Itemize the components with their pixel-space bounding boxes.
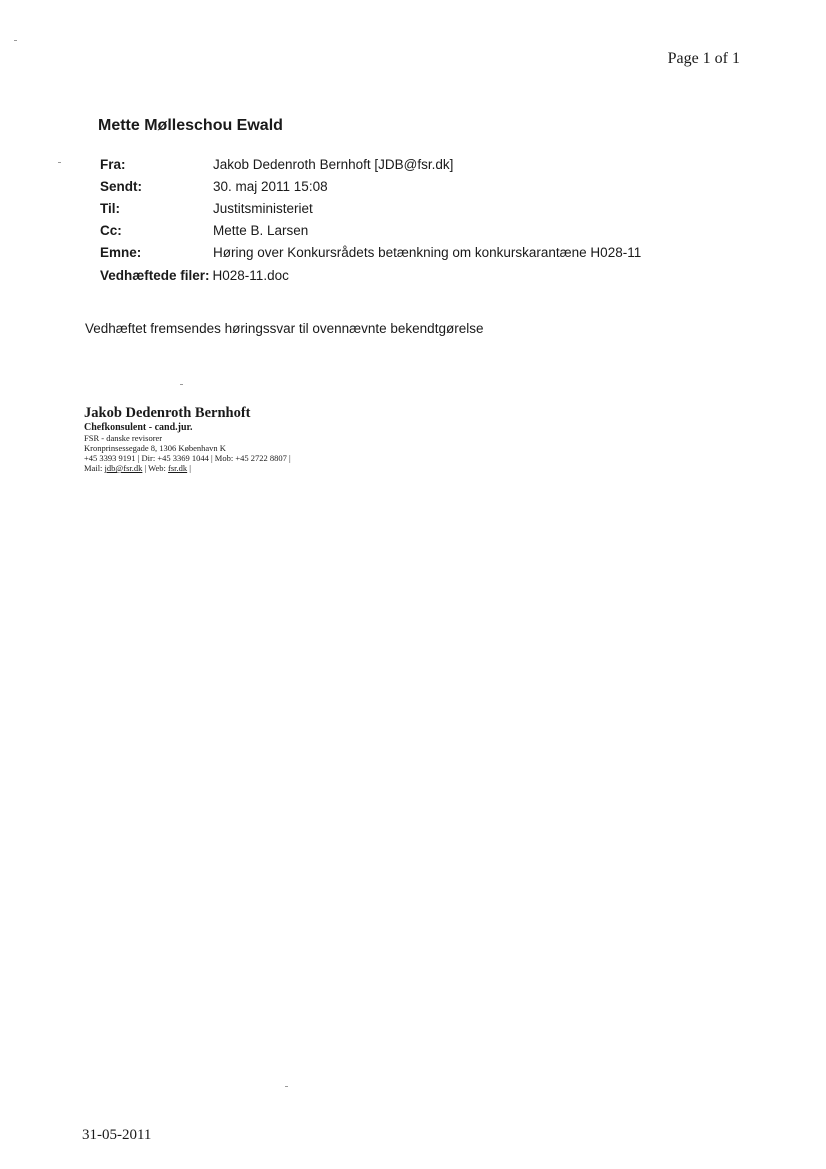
email-headers: [100, 153, 641, 286]
web-label: | Web:: [144, 463, 166, 473]
separator: |: [189, 463, 191, 473]
signature-address: Kronprinsessegade 8, 1306 København K: [84, 443, 226, 453]
signature-title: Chefkonsulent - cand.jur.: [84, 422, 193, 433]
signature-phones: +45 3393 9191 | Dir: +45 3369 1044 | Mob: +45 2722 8807 |: [84, 453, 291, 463]
mail-link[interactable]: jdb@fsr.dk: [104, 463, 143, 473]
header-attachments: [100, 264, 641, 286]
header-label: Sendt:: [100, 178, 142, 194]
header-sent: [100, 175, 641, 197]
signature-block: [84, 405, 291, 473]
header-from: [100, 153, 641, 175]
mailbox-owner: Mette Mølleschou Ewald: [98, 117, 283, 134]
header-label: Til:: [100, 200, 120, 216]
header-cc: [100, 220, 641, 242]
scan-speck: [14, 40, 17, 41]
header-value: Justitsministeriet: [213, 200, 313, 216]
header-to: [100, 197, 641, 219]
header-value: Mette B. Larsen: [213, 223, 309, 239]
print-date: 31-05-2011: [82, 1127, 152, 1143]
web-link[interactable]: fsr.dk: [168, 463, 188, 473]
attachment-filename: H028-11.doc: [212, 267, 289, 283]
header-value: Jakob Dedenroth Bernhoft [JDB@fsr.dk]: [213, 156, 454, 172]
header-subject: [100, 242, 641, 264]
header-label: Cc:: [100, 223, 122, 239]
scan-speck: [180, 384, 183, 385]
signature-org: FSR - danske revisorer: [84, 433, 163, 443]
header-label: Vedhæftede filer:: [100, 267, 210, 283]
page-number: Page 1 of 1: [667, 50, 740, 67]
header-label: Emne:: [100, 245, 142, 261]
signature-contact: [84, 463, 291, 473]
signature-name: Jakob Dedenroth Bernhoft: [84, 405, 251, 421]
scan-speck: [285, 1086, 288, 1087]
message-body: Vedhæftet fremsendes høringssvar til ovennævnte bekendtgørelse: [85, 321, 484, 336]
header-value: Høring over Konkursrådets betænkning om konkurskarantæne H028-11: [213, 245, 642, 261]
mail-label: Mail:: [84, 463, 103, 473]
header-label: Fra:: [100, 156, 126, 172]
scan-speck: [58, 162, 61, 163]
header-value: 30. maj 2011 15:08: [213, 178, 328, 194]
